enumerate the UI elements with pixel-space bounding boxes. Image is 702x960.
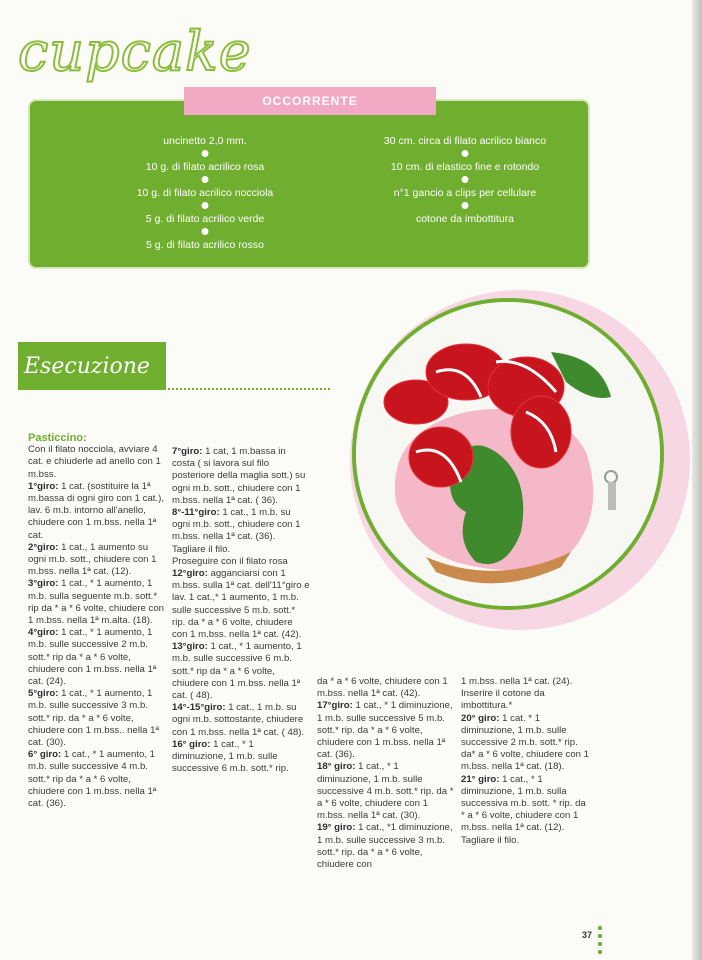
round-label: 2°giro: (28, 541, 59, 553)
instruction-paragraph: 21° giro: 1 cat., * 1 diminuzione, 1 m.b. sulla successiva m.b. sott. * rip. da * a * 6 volte, chiudere con 1 m.bss. nella 1ª cat. (12). Tagliare il filo. (461, 773, 586, 846)
round-label: 8°-11°giro: (172, 507, 220, 519)
instruction-paragraph: Proseguire con il filato rosa (172, 555, 288, 567)
instruction-paragraph: 4°giro: 1 cat., * 1 aumento, 1 m.b. sulle successive 2 m.b. sott.* rip da * a * 6 volte, chiudere con 1 m.bss. nella 1ª cat. (24). (28, 627, 157, 688)
instruction-paragraph: 5°giro: 1 cat., * 1 aumento, 1 m.b. sulle successive 3 m.b. sott.* rip. da * a * 6 volte, chiudere con 1 m.bss.. nella 1ª cat. (30). (28, 688, 160, 749)
round-label: 17°giro: (317, 700, 353, 712)
instructions-column-1 (28, 432, 164, 810)
round-label: 3°giro: (28, 578, 59, 590)
instruction-paragraph: 19° giro: 1 cat., *1 diminuzione, 1 m.b. sulle successive 3 m.b. sott.* rip. da * a * 6 volte, chiudere con (317, 822, 453, 871)
execution-divider (160, 388, 330, 390)
instructions-column-2 (172, 446, 310, 775)
page-title: cupcake (18, 20, 252, 83)
page-number: 37 (582, 930, 593, 940)
instruction-paragraph: Con il filato nocciola, avviare 4 cat. e chiuderle ad anello con 1 m.bss. (28, 444, 161, 480)
bullet-dot (201, 228, 208, 235)
instruction-paragraph: 12°giro: agganciarsi con 1 m.bss. sulla 1ª cat. dell'11°giro e lav. 1 cat.,* 1 aumento, 1 m.b. sulle successive 5 m.b. sott.* rip. da * a * 6 volte, chiudere con 1 m.bss. nella 1ª cat. (42). (172, 568, 310, 641)
instruction-paragraph: 14°-15°giro: 1 cat., 1 m.b. su ogni m.b. sottostante, chiudere con 1 m.bss. nella 1ª cat. ( 48). (172, 702, 305, 738)
instruction-paragraph: 20° giro: 1 cat. * 1 diminuzione, 1 m.b. sulle successive 2 m.b. sott.* rip. da* a * 6 volte, chiudere con 1 m.bss. nella 1ª cat. (18). (461, 712, 590, 773)
materials-right-list (350, 135, 580, 239)
instruction-paragraph: 18° giro: 1 cat., * 1 diminuzione, 1 m.b. sulle successive 4 m.b. sott.* rip. da * a * 6 volte, chiudere con 1 m.bss. nella 1ª cat. (30). (317, 761, 454, 822)
bullet-dot (462, 176, 469, 183)
round-label: 18° giro: (317, 761, 356, 773)
instruction-paragraph: da * a * 6 volte, chiudere con 1 m.bss. nella 1ª cat. (42). (317, 676, 448, 700)
round-label: 19° giro: (317, 822, 356, 834)
round-label: 14°-15°giro: (172, 702, 226, 714)
instruction-paragraph: 13°giro: 1 cat., * 1 aumento, 1 m.b. sulle successive 6 m.b. sott.* rip da * a * 6 volte, chiudere con 1 m.bss. nella 1ª cat. ( 48). (172, 641, 302, 702)
instructions-column-4 (461, 676, 589, 847)
material-text: 10 g. di filato acrilico rosa (145, 161, 265, 173)
instructions-column-3 (317, 676, 455, 871)
instruction-paragraph: 1°giro: 1 cat. (sostituire la 1ª m.bassa di ogni giro con 1 cat.), lav. 6 m.b. intorno all'anello, chiudere con 1 m.bss. nella 1ª cat. (28, 480, 164, 541)
round-label: 4°giro: (28, 627, 59, 639)
execution-label: Esecuzione (18, 342, 166, 390)
material-text: n°1 gancio a clips per cellulare (393, 187, 537, 199)
material-text: 10 cm. di elastico fine e rotondo (390, 161, 540, 173)
instruction-paragraph: 7°giro: 1 cat, 1 m.bassa in costa ( si lavora sul filo posteriore della maglia sott.) su ogni m.b. sott., chiudere con 1 m.bss. nella 1ª cat. ( 36). (172, 446, 306, 506)
decorative-dots (596, 924, 604, 956)
cupcake-illustration (356, 302, 660, 606)
instruction-paragraph: 8°-11°giro: 1 cat., 1 m.b. su ogni m.b. sott., chiudere con 1 m.bss. nella 1ª cat. (36). Tagliare il filo. (172, 507, 301, 555)
section-heading: Pasticcino: (28, 432, 87, 444)
bullet-dot (201, 150, 208, 157)
material-item (416, 213, 514, 239)
material-item (394, 187, 537, 213)
round-label: 13°giro: (172, 641, 208, 653)
material-item (137, 187, 274, 213)
instruction-paragraph: 2°giro: 1 cat., 1 aumento su ogni m.b. sott., chiudere con 1 m.bss. nella 1ª cat. (12). (28, 541, 157, 578)
material-text: cotone da imbottitura (415, 213, 515, 225)
bullet-dot (461, 150, 468, 157)
material-item (146, 239, 264, 265)
instruction-paragraph: 6° giro: 1 cat., * 1 aumento, 1 m.b. sulle successive 4 m.b. sott.* rip da * a * 6 volte, chiudere con 1 m.bss. nella 1ª cat. (36). (28, 749, 157, 810)
round-label: 12°giro: (172, 568, 208, 580)
material-item (146, 213, 264, 239)
round-label: 20° giro: (461, 712, 500, 724)
material-item (146, 161, 264, 187)
bullet-dot (201, 202, 208, 209)
instruction-paragraph: 3°giro: 1 cat., * 1 aumento, 1 m.b. sulla seguente m.b. sott.* rip da * a * 6 volte, chiudere con 1 m.bss. nella 1ª m.alta. (18). (28, 578, 164, 627)
round-label: 7°giro: (172, 446, 203, 457)
page-edge (692, 0, 702, 960)
material-item (384, 135, 546, 161)
round-label: 6° giro: (28, 749, 62, 761)
bullet-dot (201, 176, 208, 183)
material-text: 5 g. di filato acrilico rosso (146, 239, 264, 251)
round-label: 5°giro: (28, 688, 59, 700)
material-text: 5 g. di filato acrilico verde (145, 213, 265, 225)
occorrente-header: OCCORRENTE (184, 87, 436, 115)
round-label: 16° giro: (172, 738, 211, 750)
bullet-dot (462, 202, 469, 209)
materials-left-list (80, 135, 330, 265)
material-item (391, 161, 539, 187)
round-label: 1°giro: (28, 480, 59, 492)
material-text: uncinetto 2,0 mm. (163, 135, 247, 147)
instruction-paragraph: 17°giro: 1 cat., * 1 diminuzione, 1 m.b. sulle successive 5 m.b. sott.* rip. da * a * 6 volte, chiudere con 1 m.bss. nella 1ª cat. (36). (317, 700, 453, 761)
material-text: 30 cm. circa di filato acrilico bianco (383, 135, 547, 147)
round-label: 21° giro: (461, 773, 500, 785)
material-item (163, 135, 246, 161)
instruction-paragraph: 1 m.bss. nella 1ª cat. (24). Inserire il cotone da imbottitura.* (461, 676, 573, 712)
materials-box (30, 101, 588, 267)
instruction-paragraph: 16° giro: 1 cat., * 1 diminuzione, 1 m.b. sulle successive 6 m.b. sott.* rip. (172, 738, 289, 775)
cupcake-photo (352, 298, 664, 610)
material-text: 10 g. di filato acrilico nocciola (136, 187, 274, 199)
